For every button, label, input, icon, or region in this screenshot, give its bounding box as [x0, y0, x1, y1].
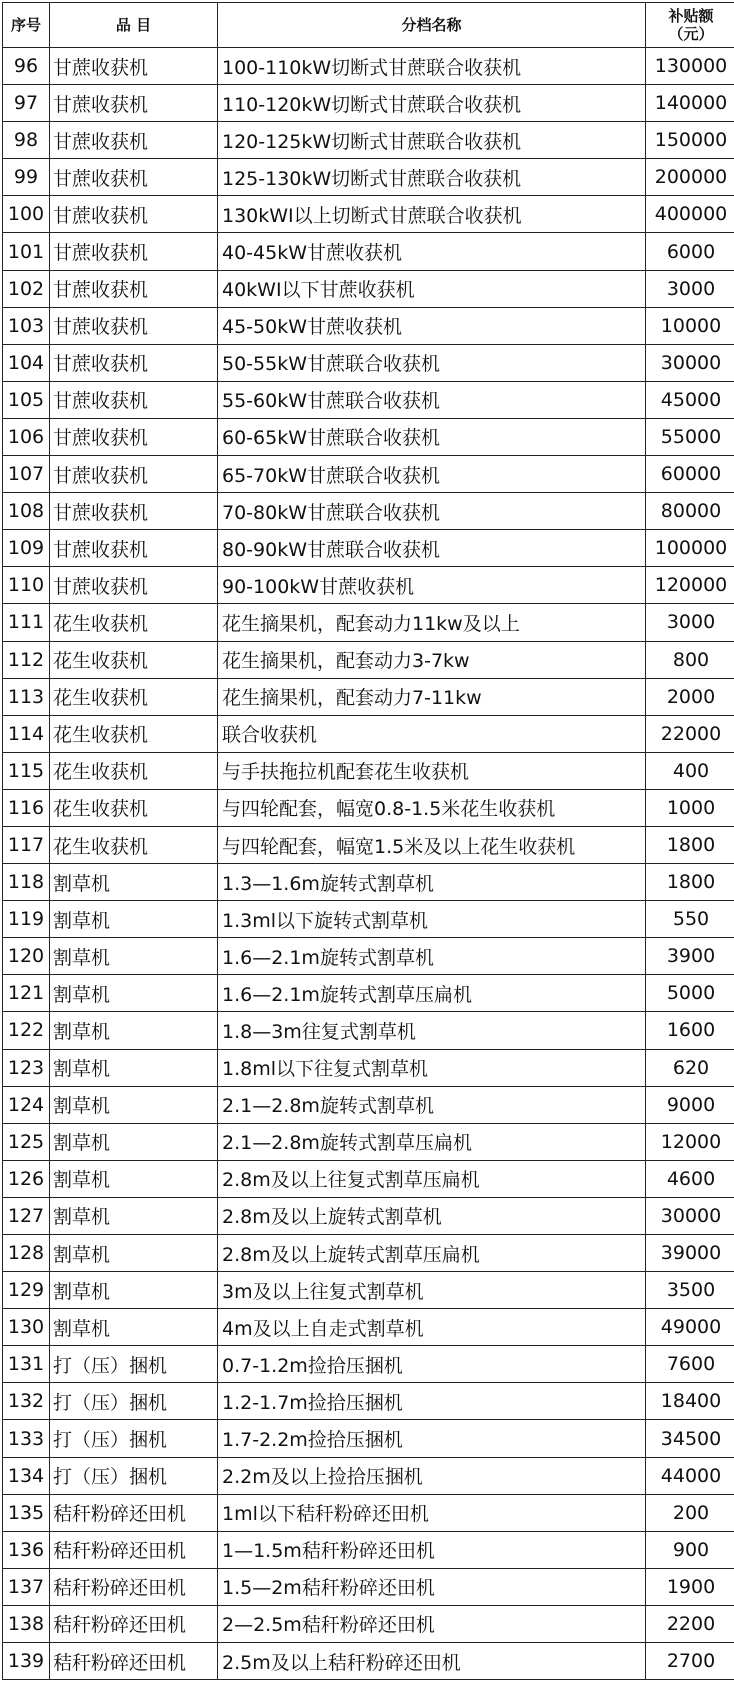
row-number: 109	[3, 530, 50, 567]
table-header	[3, 3, 734, 48]
row-amount: 3000	[646, 604, 734, 641]
table-row	[3, 381, 734, 418]
table-row	[3, 1420, 734, 1457]
row-number: 133	[3, 1420, 50, 1457]
row-category: 花生收获机	[50, 789, 218, 826]
row-spec: 2.8m及以上旋转式割草机	[218, 1197, 646, 1234]
row-amount: 1800	[646, 826, 734, 863]
table-row	[3, 1346, 734, 1383]
table-row	[3, 48, 734, 85]
table-row	[3, 641, 734, 678]
row-category: 甘蔗收获机	[50, 381, 218, 418]
table-row	[3, 1383, 734, 1420]
table-row	[3, 752, 734, 789]
row-amount: 3000	[646, 270, 734, 307]
row-category: 打（压）捆机	[50, 1383, 218, 1420]
row-category: 甘蔗收获机	[50, 344, 218, 381]
row-number: 122	[3, 1012, 50, 1049]
header-amount-line2: （元）	[668, 25, 714, 43]
row-number: 116	[3, 789, 50, 826]
row-spec: 40kWI以下甘蔗收获机	[218, 270, 646, 307]
row-amount: 18400	[646, 1383, 734, 1420]
row-amount: 2700	[646, 1643, 734, 1680]
row-amount: 400000	[646, 196, 734, 233]
table-row	[3, 1457, 734, 1494]
row-category: 甘蔗收获机	[50, 530, 218, 567]
row-spec: 70-80kW甘蔗联合收获机	[218, 493, 646, 530]
row-amount: 49000	[646, 1309, 734, 1346]
row-number: 107	[3, 456, 50, 493]
row-amount: 900	[646, 1531, 734, 1568]
table-row	[3, 270, 734, 307]
row-amount: 22000	[646, 715, 734, 752]
row-amount: 400	[646, 752, 734, 789]
row-amount: 45000	[646, 381, 734, 418]
row-spec: 1.3ml以下旋转式割草机	[218, 901, 646, 938]
row-number: 115	[3, 752, 50, 789]
table-row	[3, 1086, 734, 1123]
row-category: 甘蔗收获机	[50, 307, 218, 344]
row-number: 137	[3, 1568, 50, 1605]
row-amount: 6000	[646, 233, 734, 270]
row-number: 99	[3, 159, 50, 196]
row-amount: 200000	[646, 159, 734, 196]
row-spec: 2.8m及以上旋转式割草压扁机	[218, 1235, 646, 1272]
row-number: 134	[3, 1457, 50, 1494]
table-row	[3, 1123, 734, 1160]
row-spec: 65-70kW甘蔗联合收获机	[218, 456, 646, 493]
row-spec: 40-45kW甘蔗收获机	[218, 233, 646, 270]
row-number: 128	[3, 1235, 50, 1272]
row-amount: 1600	[646, 1012, 734, 1049]
row-spec: 1.5—2m秸秆粉碎还田机	[218, 1568, 646, 1605]
row-number: 98	[3, 122, 50, 159]
table-row	[3, 122, 734, 159]
row-spec: 55-60kW甘蔗联合收获机	[218, 381, 646, 418]
row-category: 割草机	[50, 901, 218, 938]
row-number: 132	[3, 1383, 50, 1420]
table-row	[3, 85, 734, 122]
row-number: 125	[3, 1123, 50, 1160]
row-spec: 4m及以上自走式割草机	[218, 1309, 646, 1346]
row-spec: 2.5m及以上秸秆粉碎还田机	[218, 1643, 646, 1680]
subsidy-table-sheet	[2, 2, 734, 1680]
row-spec: 110-120kW切断式甘蔗联合收获机	[218, 85, 646, 122]
row-category: 割草机	[50, 1235, 218, 1272]
row-number: 104	[3, 344, 50, 381]
row-amount: 1800	[646, 864, 734, 901]
row-spec: 1ml以下秸秆粉碎还田机	[218, 1494, 646, 1531]
row-number: 117	[3, 826, 50, 863]
row-spec: 花生摘果机，配套动力11kw及以上	[218, 604, 646, 641]
row-number: 121	[3, 975, 50, 1012]
table-row	[3, 1568, 734, 1605]
table-row	[3, 307, 734, 344]
row-category: 甘蔗收获机	[50, 270, 218, 307]
row-category: 花生收获机	[50, 678, 218, 715]
row-category: 割草机	[50, 975, 218, 1012]
row-spec: 125-130kW切断式甘蔗联合收获机	[218, 159, 646, 196]
row-category: 甘蔗收获机	[50, 85, 218, 122]
row-number: 129	[3, 1272, 50, 1309]
row-amount: 120000	[646, 567, 734, 604]
row-amount: 200	[646, 1494, 734, 1531]
table-row	[3, 233, 734, 270]
row-number: 114	[3, 715, 50, 752]
row-category: 甘蔗收获机	[50, 48, 218, 85]
row-spec: 45-50kW甘蔗收获机	[218, 307, 646, 344]
table-row	[3, 864, 734, 901]
row-number: 127	[3, 1197, 50, 1234]
table-row	[3, 938, 734, 975]
row-amount: 30000	[646, 344, 734, 381]
row-category: 割草机	[50, 1123, 218, 1160]
table-row	[3, 604, 734, 641]
row-spec: 1—1.5m秸秆粉碎还田机	[218, 1531, 646, 1568]
table-row	[3, 678, 734, 715]
row-category: 割草机	[50, 1049, 218, 1086]
row-category: 打（压）捆机	[50, 1457, 218, 1494]
table-row	[3, 493, 734, 530]
row-spec: 2.1—2.8m旋转式割草压扁机	[218, 1123, 646, 1160]
row-category: 秸秆粉碎还田机	[50, 1568, 218, 1605]
row-amount: 620	[646, 1049, 734, 1086]
row-spec: 1.2-1.7m捡拾压捆机	[218, 1383, 646, 1420]
row-spec: 2—2.5m秸秆粉碎还田机	[218, 1605, 646, 1642]
table-row	[3, 1160, 734, 1197]
header-amount-line1: 补贴额	[668, 7, 714, 25]
row-amount: 800	[646, 641, 734, 678]
row-category: 花生收获机	[50, 641, 218, 678]
row-spec: 与四轮配套，幅宽1.5米及以上花生收获机	[218, 826, 646, 863]
row-category: 甘蔗收获机	[50, 418, 218, 455]
row-amount: 3500	[646, 1272, 734, 1309]
row-amount: 3900	[646, 938, 734, 975]
row-amount: 30000	[646, 1197, 734, 1234]
row-amount: 2000	[646, 678, 734, 715]
row-spec: 60-65kW甘蔗联合收获机	[218, 418, 646, 455]
row-number: 131	[3, 1346, 50, 1383]
row-category: 甘蔗收获机	[50, 456, 218, 493]
row-category: 割草机	[50, 1309, 218, 1346]
table-row	[3, 1605, 734, 1642]
row-category: 花生收获机	[50, 604, 218, 641]
table-row	[3, 901, 734, 938]
row-category: 秸秆粉碎还田机	[50, 1605, 218, 1642]
row-category: 割草机	[50, 1012, 218, 1049]
row-spec: 80-90kW甘蔗联合收获机	[218, 530, 646, 567]
table-body	[3, 48, 734, 1680]
table-row	[3, 1272, 734, 1309]
row-amount: 60000	[646, 456, 734, 493]
row-number: 110	[3, 567, 50, 604]
row-spec: 1.8ml以下往复式割草机	[218, 1049, 646, 1086]
row-number: 139	[3, 1643, 50, 1680]
row-category: 秸秆粉碎还田机	[50, 1494, 218, 1531]
row-category: 甘蔗收获机	[50, 233, 218, 270]
row-number: 118	[3, 864, 50, 901]
row-category: 割草机	[50, 1086, 218, 1123]
table-row	[3, 1494, 734, 1531]
row-category: 花生收获机	[50, 715, 218, 752]
table-row	[3, 1012, 734, 1049]
row-spec: 联合收获机	[218, 715, 646, 752]
table-row	[3, 1531, 734, 1568]
header-amount	[646, 3, 734, 48]
row-category: 秸秆粉碎还田机	[50, 1643, 218, 1680]
row-amount: 39000	[646, 1235, 734, 1272]
row-number: 119	[3, 901, 50, 938]
row-spec: 1.3—1.6m旋转式割草机	[218, 864, 646, 901]
row-number: 108	[3, 493, 50, 530]
row-number: 105	[3, 381, 50, 418]
row-spec: 0.7-1.2m捡拾压捆机	[218, 1346, 646, 1383]
row-number: 136	[3, 1531, 50, 1568]
table-row	[3, 1309, 734, 1346]
row-amount: 9000	[646, 1086, 734, 1123]
row-spec: 1.6—2.1m旋转式割草压扁机	[218, 975, 646, 1012]
table-row	[3, 715, 734, 752]
row-amount: 130000	[646, 48, 734, 85]
row-spec: 50-55kW甘蔗联合收获机	[218, 344, 646, 381]
row-spec: 100-110kW切断式甘蔗联合收获机	[218, 48, 646, 85]
table-row	[3, 159, 734, 196]
row-spec: 130kWI以上切断式甘蔗联合收获机	[218, 196, 646, 233]
row-number: 138	[3, 1605, 50, 1642]
table-row	[3, 456, 734, 493]
row-spec: 与手扶拖拉机配套花生收获机	[218, 752, 646, 789]
row-number: 96	[3, 48, 50, 85]
row-category: 割草机	[50, 1160, 218, 1197]
row-amount: 80000	[646, 493, 734, 530]
row-category: 甘蔗收获机	[50, 159, 218, 196]
row-spec: 2.8m及以上往复式割草压扁机	[218, 1160, 646, 1197]
row-category: 花生收获机	[50, 752, 218, 789]
row-category: 秸秆粉碎还田机	[50, 1531, 218, 1568]
table-row	[3, 1049, 734, 1086]
row-amount: 140000	[646, 85, 734, 122]
table-row	[3, 196, 734, 233]
table-row	[3, 975, 734, 1012]
row-category: 割草机	[50, 1272, 218, 1309]
row-amount: 1900	[646, 1568, 734, 1605]
table-row	[3, 418, 734, 455]
header-no: 序号	[3, 3, 50, 48]
row-amount: 2200	[646, 1605, 734, 1642]
row-spec: 与四轮配套，幅宽0.8-1.5米花生收获机	[218, 789, 646, 826]
table-row	[3, 1197, 734, 1234]
row-spec: 2.2m及以上捡拾压捆机	[218, 1457, 646, 1494]
row-amount: 55000	[646, 418, 734, 455]
row-category: 割草机	[50, 1197, 218, 1234]
row-amount: 100000	[646, 530, 734, 567]
row-number: 120	[3, 938, 50, 975]
row-number: 124	[3, 1086, 50, 1123]
row-amount: 12000	[646, 1123, 734, 1160]
table-row	[3, 344, 734, 381]
row-spec: 120-125kW切断式甘蔗联合收获机	[218, 122, 646, 159]
row-number: 101	[3, 233, 50, 270]
row-amount: 4600	[646, 1160, 734, 1197]
row-spec: 1.6—2.1m旋转式割草机	[218, 938, 646, 975]
row-amount: 150000	[646, 122, 734, 159]
row-category: 甘蔗收获机	[50, 567, 218, 604]
row-number: 123	[3, 1049, 50, 1086]
row-number: 112	[3, 641, 50, 678]
row-category: 甘蔗收获机	[50, 493, 218, 530]
row-amount: 5000	[646, 975, 734, 1012]
row-number: 126	[3, 1160, 50, 1197]
row-spec: 1.8—3m往复式割草机	[218, 1012, 646, 1049]
row-category: 打（压）捆机	[50, 1346, 218, 1383]
row-number: 135	[3, 1494, 50, 1531]
table-row	[3, 1235, 734, 1272]
table-row	[3, 789, 734, 826]
row-number: 106	[3, 418, 50, 455]
table-row	[3, 1643, 734, 1680]
subsidy-table	[2, 2, 734, 1680]
row-number: 130	[3, 1309, 50, 1346]
table-row	[3, 530, 734, 567]
row-category: 甘蔗收获机	[50, 122, 218, 159]
header-spec: 分档名称	[218, 3, 646, 48]
header-row	[3, 3, 734, 48]
row-category: 割草机	[50, 938, 218, 975]
row-number: 100	[3, 196, 50, 233]
row-amount: 7600	[646, 1346, 734, 1383]
row-number: 113	[3, 678, 50, 715]
row-category: 甘蔗收获机	[50, 196, 218, 233]
row-amount: 1000	[646, 789, 734, 826]
row-category: 打（压）捆机	[50, 1420, 218, 1457]
row-amount: 550	[646, 901, 734, 938]
row-amount: 34500	[646, 1420, 734, 1457]
row-spec: 花生摘果机，配套动力7-11kw	[218, 678, 646, 715]
table-row	[3, 567, 734, 604]
row-category: 花生收获机	[50, 826, 218, 863]
row-spec: 90-100kW甘蔗收获机	[218, 567, 646, 604]
table-row	[3, 826, 734, 863]
row-spec: 3m及以上往复式割草机	[218, 1272, 646, 1309]
row-amount: 10000	[646, 307, 734, 344]
row-number: 111	[3, 604, 50, 641]
row-amount: 44000	[646, 1457, 734, 1494]
row-spec: 花生摘果机，配套动力3-7kw	[218, 641, 646, 678]
row-number: 97	[3, 85, 50, 122]
row-number: 103	[3, 307, 50, 344]
row-number: 102	[3, 270, 50, 307]
row-spec: 1.7-2.2m捡拾压捆机	[218, 1420, 646, 1457]
row-spec: 2.1—2.8m旋转式割草机	[218, 1086, 646, 1123]
header-category: 品 目	[50, 3, 218, 48]
row-category: 割草机	[50, 864, 218, 901]
